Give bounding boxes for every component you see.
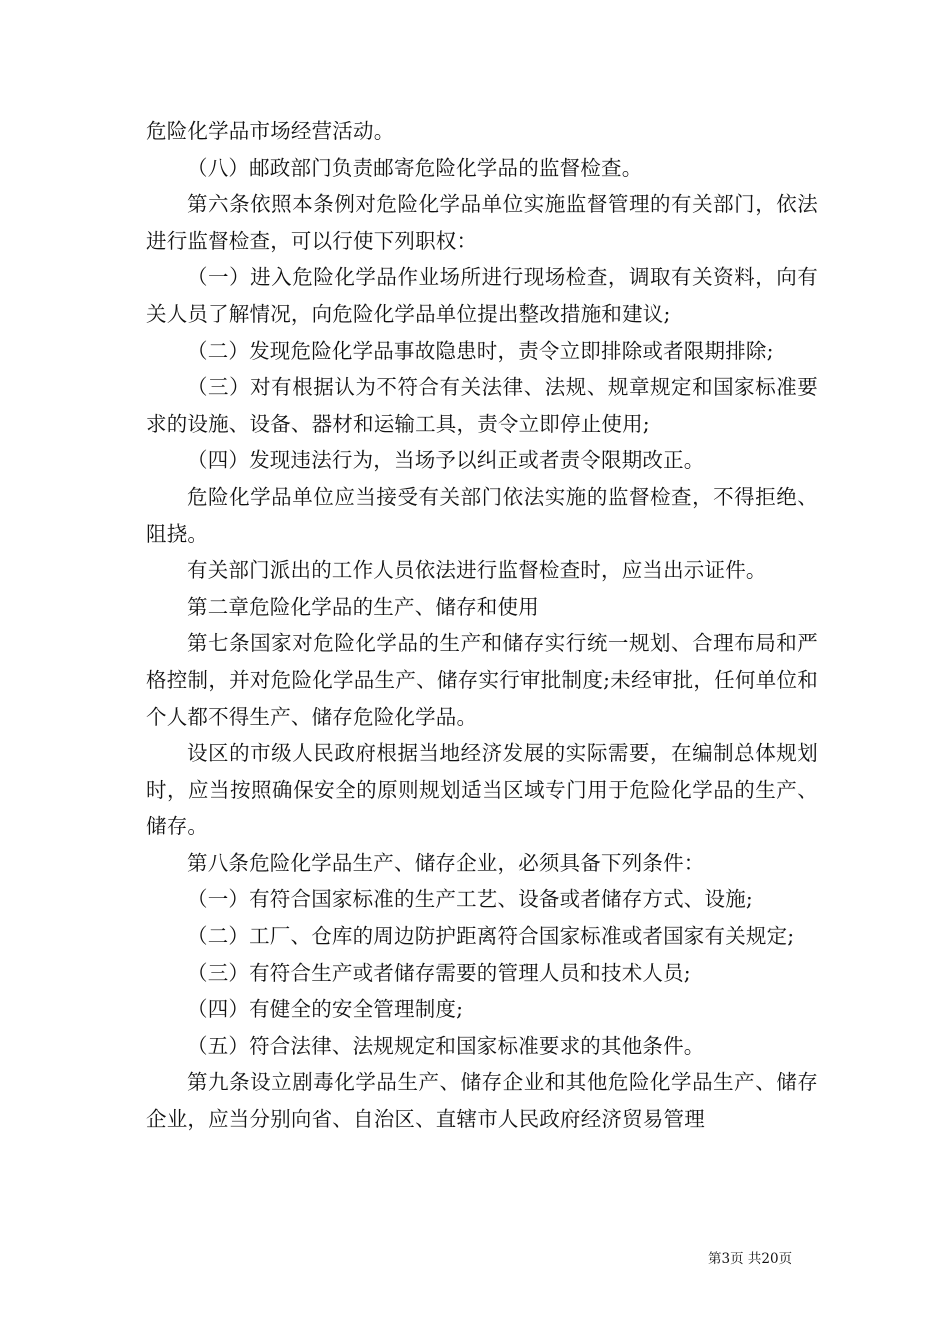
paragraph: 第七条国家对危险化学品的生产和储存实行统一规划、合理布局和严格控制，并对危险化学品生产、储存实行审批制度;未经审批，任何单位和个人都不得生产、储存危险化学品。 bbox=[146, 631, 818, 729]
current-page-number: 3 bbox=[721, 1251, 731, 1267]
footer-prefix: 第 bbox=[708, 1251, 722, 1267]
paragraph: （一）有符合国家标准的生产工艺、设备或者储存方式、设施; bbox=[187, 887, 754, 912]
paragraph: （二）发现危险化学品事故隐患时，责令立即排除或者限期排除; bbox=[187, 338, 774, 363]
paragraph: 有关部门派出的工作人员依法进行监督检查时，应当出示证件。 bbox=[187, 558, 767, 583]
paragraph: 设区的市级人民政府根据当地经济发展的实际需要，在编制总体规划时，应当按照确保安全的原则规划适当区域专门用于危险化学品的生产、储存。 bbox=[146, 741, 818, 839]
footer-suffix: 页 bbox=[778, 1251, 793, 1267]
paragraph: 第八条危险化学品生产、储存企业，必须具备下列条件： bbox=[187, 850, 705, 875]
chapter-heading: 第二章危险化学品的生产、储存和使用 bbox=[187, 594, 539, 619]
page-number-footer bbox=[708, 1247, 792, 1267]
paragraph: （二）工厂、仓库的周边防护距离符合国家标准或者国家有关规定; bbox=[187, 924, 795, 949]
total-page-count: 20 bbox=[761, 1251, 779, 1267]
paragraph: （三）有符合生产或者储存需要的管理人员和技术人员; bbox=[187, 960, 691, 985]
paragraph: （八）邮政部门负责邮寄危险化学品的监督检查。 bbox=[187, 155, 643, 180]
paragraph: （一）进入危险化学品作业场所进行现场检查，调取有关资料，向有关人员了解情况，向危险化学品单位提出整改措施和建议; bbox=[146, 265, 818, 326]
paragraph: 第九条设立剧毒化学品生产、储存企业和其他危险化学品生产、储存企业，应当分别向省、自治区、直辖市人民政府经济贸易管理 bbox=[146, 1070, 818, 1132]
paragraph: （三）对有根据认为不符合有关法律、法规、规章规定和国家标准要求的设施、设备、器材和运输工具，责令立即停止使用; bbox=[146, 375, 818, 436]
paragraph: 危险化学品单位应当接受有关部门依法实施的监督检查，不得拒绝、阻挠。 bbox=[146, 484, 818, 546]
document-body bbox=[146, 113, 818, 1138]
footer-middle: 页 共 bbox=[730, 1251, 762, 1267]
paragraph: 危险化学品市场经营活动。 bbox=[146, 119, 395, 143]
paragraph: （四）有健全的安全管理制度; bbox=[187, 997, 464, 1022]
paragraph: （五）符合法律、法规规定和国家标准要求的其他条件。 bbox=[187, 1033, 705, 1058]
paragraph: （四）发现违法行为，当场予以纠正或者责令限期改正。 bbox=[187, 448, 705, 473]
paragraph: 第六条依照本条例对危险化学品单位实施监督管理的有关部门，依法进行监督检查，可以行使下列职权： bbox=[146, 192, 818, 253]
